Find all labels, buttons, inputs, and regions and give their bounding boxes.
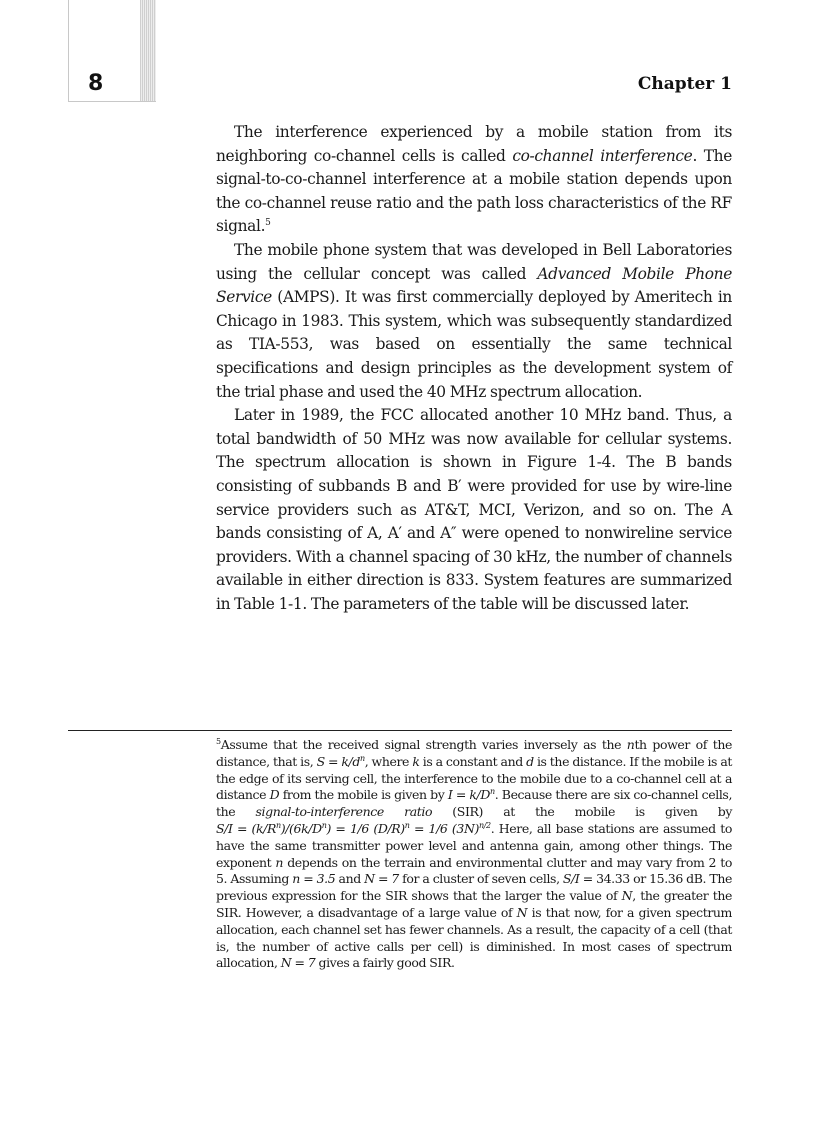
eq-exp: n xyxy=(404,820,410,830)
page-tab xyxy=(68,0,156,102)
math-s-over-i: S/I xyxy=(562,871,580,887)
paragraph-1 xyxy=(216,121,732,239)
body-text xyxy=(216,121,732,616)
math-n: n xyxy=(626,737,635,752)
equation-sir xyxy=(216,821,491,836)
math-N: N xyxy=(516,904,528,920)
p1-text-b: . The signal-to-co-channel interference at a mobile station depends upon the co-channel reuse ratio and the path loss characteristics of the RF signal. xyxy=(216,146,732,236)
eq-exp: n/2 xyxy=(478,820,491,830)
paragraph-2 xyxy=(216,239,732,404)
footnote-text: Assume that the received signal strength varies inversely as the xyxy=(220,737,627,752)
footnote-reference[interactable]: 5 xyxy=(265,218,271,229)
math-N: N xyxy=(621,888,633,904)
math-d: d xyxy=(526,753,534,769)
footnote-marker: 5 xyxy=(216,737,221,746)
footnote-text: for a cluster of seven cells, xyxy=(398,871,563,887)
equation-interference: I = k/D xyxy=(447,787,490,803)
running-head: Chapter 1 xyxy=(637,74,732,94)
footnote-text: , where xyxy=(364,753,413,769)
eq-part: ) = 1/6 (D/R) xyxy=(326,820,405,836)
term-sir: signal-to-interference ratio xyxy=(255,804,433,820)
footnote-text: is that now, for a given spectrum allocation, each channel set has fewer channels. As a result, the capacity of a cell (that is, the number of active calls per cell) is diminished. In most cases of spectrum allocation, xyxy=(216,904,732,971)
math-k: k xyxy=(412,753,420,769)
footnote-text: = 34.33 or 15.36 dB. The previous expression for the SIR shows that the larger the value of xyxy=(216,871,732,904)
eq-part: S/I = (k/R xyxy=(216,820,276,836)
equation-exponent: n xyxy=(359,753,365,763)
p2-text-a: The mobile phone system that was developed in Bell Laboratories using the cellular concept was called xyxy=(216,240,732,283)
footnote-text: is the distance. If the mobile is at the edge of its serving cell, the interference to the mobile due to a co-channel cell at a distance xyxy=(216,753,732,803)
term-co-channel-interference: co-channel interference xyxy=(512,146,693,165)
footnote-text: gives a fairly good SIR. xyxy=(315,955,455,971)
paragraph-3: Later in 1989, the FCC allocated another 10 MHz band. Thus, a total bandwidth of 50 MHz was now available for cellular systems. The spectrum allocation is shown in Figure 1-4. The B bands consisting of subbands B and B′ were provided for use by wire-line service providers such as AT&T, MCI, Verizon, and so on. The A bands consisting of A, A′ and A″ were opened to nonwireline service providers. With a channel spacing of 30 kHz, the number of channels available in either direction is 833. System features are summarized in Table 1-1. The parameters of the table will be discussed later. xyxy=(216,406,732,613)
equation-N-value: N = 7 xyxy=(364,871,399,887)
footnote-text: th power of the distance, that is, xyxy=(216,737,732,769)
footnote-text: is a constant and xyxy=(419,753,527,769)
footnote-text: (SIR) at the mobile is given by xyxy=(432,804,732,820)
eq-exp: n xyxy=(321,820,327,830)
footnote-text: . Here, all base stations are assumed to have the same transmitter power level and antenna gain, among other things. The exponent xyxy=(216,820,732,870)
footnote xyxy=(216,737,732,972)
equation-N-value: N = 7 xyxy=(280,955,316,971)
equation-signal: S = k/d xyxy=(316,753,360,769)
equation-exponent: n xyxy=(489,787,495,797)
equation-n-value: n = 3.5 xyxy=(292,871,336,887)
footnote-text: . Because there are six co-channel cells, the xyxy=(216,787,733,820)
term-amps: Advanced Mobile Phone Service xyxy=(216,264,733,307)
page-tab-stripe xyxy=(140,0,156,101)
p1-text-a: The interference experienced by a mobile station from its neighboring co-channel cells is called xyxy=(216,123,732,165)
math-D: D xyxy=(269,787,280,803)
eq-part: )/(6k/D xyxy=(280,820,322,836)
math-n: n xyxy=(275,854,284,870)
footnote-text: from the mobile is given by xyxy=(279,787,448,803)
footnote-text: depends on the terrain and environmental clutter and may vary from 2 to 5. Assuming xyxy=(216,854,732,887)
footnote-text: and xyxy=(335,871,365,887)
eq-exp: n xyxy=(276,820,281,830)
eq-part: = 1/6 (3N) xyxy=(409,820,479,836)
p2-text-b: (AMPS). It was first commercially deployed by Ameritech in Chicago in 1983. This system, which was subsequently standardized as TIA-553, was based on essentially the same technical specifications and design principles as the development system of the trial phase and used the 40 MHz spectrum allocation. xyxy=(216,288,732,401)
footnote-divider xyxy=(68,730,732,731)
page-number: 8 xyxy=(88,71,104,96)
footnote-text: , the greater the SIR. However, a disadvantage of a large value of xyxy=(216,888,732,920)
